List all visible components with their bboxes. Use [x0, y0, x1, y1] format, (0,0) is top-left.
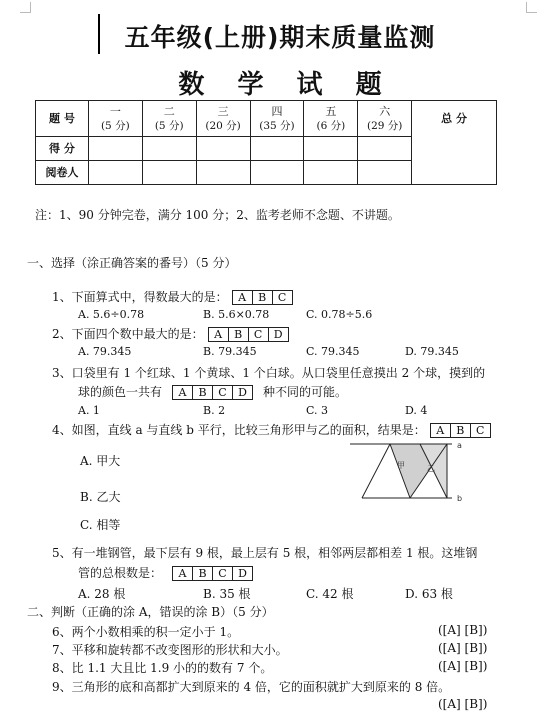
section1-heading: 一、选择（涂正确答案的番号）（5 分）	[27, 256, 237, 270]
score-table	[35, 100, 497, 185]
question-3-text-a: 球的颜色一共有	[78, 385, 163, 399]
score-col-4	[250, 101, 304, 137]
answer-box-letter[interactable]: C	[248, 328, 268, 341]
q1-option-b: B. 5.6×0.78	[203, 308, 270, 321]
score-cell[interactable]	[358, 137, 412, 161]
score-col-1	[88, 101, 142, 137]
question-1	[52, 288, 297, 305]
col-number: 四	[271, 104, 283, 118]
col-points: (20 分)	[205, 119, 241, 132]
answer-box-letter[interactable]: B	[450, 424, 470, 437]
answer-box-letter[interactable]: C	[212, 386, 232, 399]
q2-option-d: D. 79.345	[405, 345, 459, 358]
score-cell[interactable]	[250, 137, 304, 161]
score-cell[interactable]	[304, 137, 358, 161]
judge-item-9: 9、三角形的底和高都扩大到原来的 4 倍，它的面积就扩大到原来的 8 倍。	[52, 680, 451, 694]
page-subtitle: 数 学 试 题	[178, 70, 394, 100]
answer-box-letter[interactable]: D	[268, 328, 288, 341]
exam-note: 注：1、90 分钟完卷，满分 100 分；2、监考老师不念题、不讲题。	[35, 208, 400, 222]
corner-mark-top-right	[526, 2, 537, 13]
answer-box-q3[interactable]	[172, 385, 253, 400]
question-5-text: 管的总根数是：	[78, 566, 163, 580]
answer-box-letter[interactable]: D	[232, 567, 252, 580]
triangle-edge	[362, 444, 390, 498]
answer-box-q1[interactable]	[232, 290, 293, 305]
col-number: 一	[109, 104, 121, 118]
grader-cell[interactable]	[88, 161, 142, 185]
q3-option-a: A. 1	[78, 404, 100, 417]
judge-mark-7[interactable]: ([A] [B])	[438, 641, 488, 655]
col-number: 五	[325, 104, 337, 118]
q5-option-c: C. 42 根	[306, 587, 354, 601]
page-title: 五年级(上册)期末质量监测	[124, 23, 436, 52]
q5-option-d: D. 63 根	[405, 587, 453, 601]
answer-box-q4[interactable]	[430, 423, 491, 438]
score-col-6	[358, 101, 412, 137]
answer-box-q5[interactable]	[172, 566, 253, 581]
score-col-3	[196, 101, 250, 137]
question-4-text: 4、如图，直线 a 与直线 b 平行，比较三角形甲与乙的面积，结果是：	[52, 423, 426, 437]
answer-box-letter[interactable]: B	[252, 291, 272, 304]
row-label-score: 得 分	[36, 137, 89, 161]
grader-cell[interactable]	[304, 161, 358, 185]
question-3-line2	[78, 383, 347, 400]
question-2	[52, 325, 293, 342]
answer-box-letter[interactable]: D	[232, 386, 252, 399]
answer-box-letter[interactable]: C	[272, 291, 292, 304]
grader-cell[interactable]	[196, 161, 250, 185]
judge-mark-6[interactable]: ([A] [B])	[438, 623, 488, 637]
q4-option-a: A. 甲大	[80, 454, 121, 468]
answer-box-letter[interactable]: A	[178, 386, 187, 399]
label-line-a: a	[457, 441, 462, 450]
col-points: (5 分)	[100, 119, 130, 132]
score-col-2	[142, 101, 196, 137]
label-line-b: b	[457, 494, 463, 503]
judge-mark-9[interactable]: ([A] [B])	[438, 697, 488, 711]
answer-box-letter[interactable]: C	[212, 567, 232, 580]
grader-cell[interactable]	[358, 161, 412, 185]
score-cell[interactable]	[142, 137, 196, 161]
answer-box-letter[interactable]: B	[192, 567, 212, 580]
grader-cell[interactable]	[142, 161, 196, 185]
corner-mark-top-left	[20, 2, 31, 13]
judge-mark-8[interactable]: ([A] [B])	[438, 659, 488, 673]
q3-option-b: B. 2	[203, 404, 226, 417]
label-jia: 甲	[397, 461, 405, 470]
judge-item-8: 8、比 1.1 大且比 1.9 小的的数有 7 个。	[52, 661, 273, 675]
q4-parallel-lines-figure	[340, 438, 480, 504]
answer-box-letter[interactable]: C	[470, 424, 490, 437]
answer-box-q2[interactable]	[208, 327, 289, 342]
score-table-header-row	[36, 101, 497, 137]
question-5-line2	[78, 564, 257, 581]
answer-box-letter[interactable]: A	[436, 424, 445, 437]
q5-option-b: B. 35 根	[203, 587, 251, 601]
score-col-5	[304, 101, 358, 137]
col-number: 六	[379, 104, 391, 118]
answer-box-letter[interactable]: B	[192, 386, 212, 399]
q3-option-d: D. 4	[405, 404, 428, 417]
section2-heading: 二、判断（正确的涂 A，错误的涂 B）（5 分）	[27, 605, 274, 619]
q2-option-a: A. 79.345	[78, 345, 132, 358]
q1-option-c: C. 0.78÷5.6	[306, 308, 373, 321]
question-1-text: 1、下面算式中，得数最大的是：	[52, 290, 228, 304]
q1-option-a: A. 5.6÷0.78	[78, 308, 145, 321]
score-cell[interactable]	[196, 137, 250, 161]
judge-item-6: 6、两个小数相乘的积一定小于 1。	[52, 625, 240, 639]
answer-box-letter[interactable]: B	[228, 328, 248, 341]
col-points: (35 分)	[259, 119, 295, 132]
grader-cell[interactable]	[250, 161, 304, 185]
q5-option-a: A. 28 根	[78, 587, 126, 601]
question-3-text-b: 种不同的可能。	[263, 385, 348, 399]
total-score-cell: 总 分	[412, 101, 497, 185]
label-yi: 乙	[427, 464, 435, 473]
question-5-line1: 5、有一堆钢管，最下层有 9 根，最上层有 5 根，相邻两层都相差 1 根。这堆钢	[52, 546, 478, 560]
question-3-line1: 3、口袋里有 1 个红球、1 个黄球、1 个白球。从口袋里任意摸出 2 个球，摸到的	[52, 366, 486, 380]
col-points: (29 分)	[367, 119, 403, 132]
question-2-text: 2、下面四个数中最大的是：	[52, 327, 204, 341]
answer-box-letter[interactable]: A	[214, 328, 223, 341]
judge-item-7: 7、平移和旋转都不改变图形的形状和大小。	[52, 643, 288, 657]
col-points: (5 分)	[154, 119, 184, 132]
question-4	[52, 421, 495, 438]
answer-box-letter[interactable]: A	[238, 291, 247, 304]
col-points: (6 分)	[316, 119, 346, 132]
answer-box-letter[interactable]: A	[178, 567, 187, 580]
col-number: 三	[217, 104, 229, 118]
q4-option-c: C. 相等	[80, 518, 121, 532]
q2-option-c: C. 79.345	[306, 345, 360, 358]
q4-option-b: B. 乙大	[80, 490, 121, 504]
col-number: 二	[163, 104, 175, 118]
row-label-grader: 阅卷人	[36, 161, 89, 185]
q3-option-c: C. 3	[306, 404, 329, 417]
q2-option-b: B. 79.345	[203, 345, 257, 358]
row-label-question-number: 题 号	[36, 101, 89, 137]
score-cell[interactable]	[88, 137, 142, 161]
